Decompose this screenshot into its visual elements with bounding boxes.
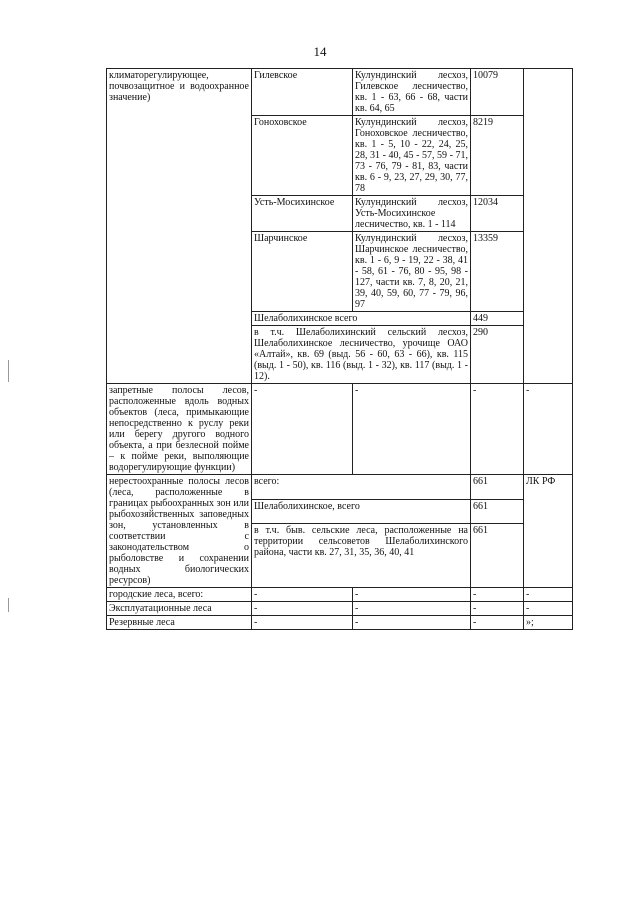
purpose-cell: Эксплуатационные леса xyxy=(107,602,252,616)
basis-cell: ЛК РФ xyxy=(524,475,573,588)
purpose-cell: городские леса, всего: xyxy=(107,588,252,602)
area-cell: 13359 xyxy=(471,232,524,312)
margin-mark xyxy=(8,598,9,612)
location-cell: Кулундинский лесхоз, Гилевское лесничество, кв. 1 - 63, 66 - 68, части кв. 64, 65 xyxy=(353,69,471,116)
purpose-cell: Резервные леса xyxy=(107,616,252,630)
basis-cell: - xyxy=(524,602,573,616)
area-cell: - xyxy=(471,602,524,616)
purpose-cell: нерестоохранные полосы лесов (леса, расположенные в границах рыбоохранных зон или рыбохозяйственных заповедных зон, установленных в соответствии с законодательством о рыболовстве и сохранении водных биологических ресурсов) xyxy=(107,475,252,588)
purpose-cell: запретные полосы лесов, расположенные вдоль водных объектов (леса, примыкающие непосредственно к руслу реки или берегу другого водного объекта, а при безлесной пойме – к пойме реки, выполяющие водорегулирующие функции) xyxy=(107,384,252,475)
table-row xyxy=(107,475,573,500)
location-cell: в т.ч. быв. сельские леса, расположенные на территории сельсоветов Шелаболихинского района, части кв. 27, 31, 35, 36, 40, 41 xyxy=(252,524,471,588)
area-cell: 661 xyxy=(471,524,524,588)
forestry-name: Гоноховское xyxy=(252,116,353,196)
table-row xyxy=(107,588,573,602)
basis-cell: »; xyxy=(524,616,573,630)
location-cell: - xyxy=(353,588,471,602)
area-cell: 661 xyxy=(471,475,524,500)
location-cell: - xyxy=(353,616,471,630)
subtotal-label: Шелаболихинское всего xyxy=(252,312,471,326)
page-number: 14 xyxy=(313,44,327,59)
area-cell: - xyxy=(471,616,524,630)
forestry-name: - xyxy=(252,616,353,630)
forestry-name: - xyxy=(252,588,353,602)
location-cell: Кулундинский лесхоз, Усть-Мосихинское лесничество, кв. 1 - 114 xyxy=(353,196,471,232)
area-cell: - xyxy=(471,588,524,602)
subtotal-label: Шелаболихинское, всего xyxy=(252,499,471,524)
forest-table xyxy=(106,68,573,630)
area-cell: 449 xyxy=(471,312,524,326)
table-row xyxy=(107,602,573,616)
forestry-name: - xyxy=(252,602,353,616)
basis-cell: - xyxy=(524,588,573,602)
location-cell: - xyxy=(353,384,471,475)
area-cell: 10079 xyxy=(471,69,524,116)
basis-cell: - xyxy=(524,384,573,475)
location-cell: Кулундинский лесхоз, Гоноховское лесничество, кв. 1 - 5, 10 - 22, 24, 25, 28, 31 - 40, 45 - 57, 59 - 71, 73 - 76, 79 - 81, 83, части кв. 6 - 9, 23, 27, 29, 30, 77, 78 xyxy=(353,116,471,196)
subtotal-label: всего: xyxy=(252,475,471,500)
table-row xyxy=(107,616,573,630)
location-cell: - xyxy=(353,602,471,616)
area-cell: 12034 xyxy=(471,196,524,232)
forestry-name: Усть-Мосихинское xyxy=(252,196,353,232)
area-cell: 8219 xyxy=(471,116,524,196)
area-cell: 661 xyxy=(471,499,524,524)
location-cell: в т.ч. Шелаболихинский сельский лесхоз, Шелаболихинское лесничество, урочище ОАО «Алтай», кв. 69 (выд. 56 - 60, 63 - 66), кв. 115 (выд. 1 - 50), кв. 116 (выд. 1 - 32), кв. 117 (выд. 1 - 12). xyxy=(252,326,471,384)
margin-mark xyxy=(8,360,9,382)
forestry-name: Гилевское xyxy=(252,69,353,116)
forestry-name: Шарчинское xyxy=(252,232,353,312)
table-row xyxy=(107,384,573,475)
location-cell: Кулундинский лесхоз, Шарчинское лесничество, кв. 1 - 6, 9 - 19, 22 - 38, 41 - 58, 61 - 76, 80 - 95, 98 - 127, части кв. 7, 8, 20, 21, 39, 40, 59, 60, 77 - 79, 96, 97 xyxy=(353,232,471,312)
basis-cell xyxy=(524,69,573,384)
table-row xyxy=(107,69,573,116)
forestry-name: - xyxy=(252,384,353,475)
area-cell: - xyxy=(471,384,524,475)
area-cell: 290 xyxy=(471,326,524,384)
purpose-cell: климаторегулирующее, почвозащитное и водоохранное значение) xyxy=(107,69,252,384)
